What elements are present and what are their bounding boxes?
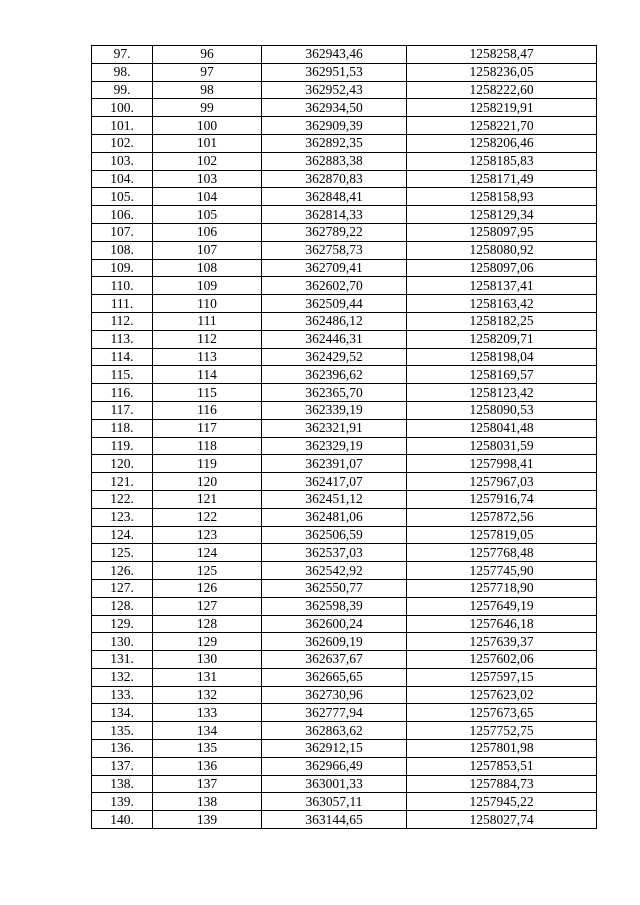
- x-coordinate-cell: 362365,70: [262, 384, 407, 402]
- table-row: [92, 508, 597, 526]
- table-row: [92, 437, 597, 455]
- row-number-cell: 108.: [92, 241, 153, 259]
- y-coordinate-cell: 1257967,03: [407, 473, 597, 491]
- point-number-cell: 131: [153, 668, 262, 686]
- y-coordinate-cell: 1258158,93: [407, 188, 597, 206]
- table-row: [92, 811, 597, 829]
- row-number-cell: 122.: [92, 490, 153, 508]
- point-number-cell: 130: [153, 651, 262, 669]
- row-number-cell: 109.: [92, 259, 153, 277]
- point-number-cell: 97: [153, 63, 262, 81]
- table-row: [92, 152, 597, 170]
- table-row: [92, 277, 597, 295]
- y-coordinate-cell: 1257673,65: [407, 704, 597, 722]
- table-row: [92, 188, 597, 206]
- x-coordinate-cell: 362848,41: [262, 188, 407, 206]
- table-row: [92, 330, 597, 348]
- row-number-cell: 113.: [92, 330, 153, 348]
- point-number-cell: 101: [153, 134, 262, 152]
- row-number-cell: 120.: [92, 455, 153, 473]
- point-number-cell: 132: [153, 686, 262, 704]
- row-number-cell: 102.: [92, 134, 153, 152]
- row-number-cell: 106.: [92, 206, 153, 224]
- point-number-cell: 138: [153, 793, 262, 811]
- x-coordinate-cell: 362321,91: [262, 419, 407, 437]
- point-number-cell: 115: [153, 384, 262, 402]
- row-number-cell: 132.: [92, 668, 153, 686]
- point-number-cell: 110: [153, 295, 262, 313]
- row-number-cell: 107.: [92, 223, 153, 241]
- row-number-cell: 99.: [92, 81, 153, 99]
- row-number-cell: 116.: [92, 384, 153, 402]
- point-number-cell: 136: [153, 757, 262, 775]
- x-coordinate-cell: 362966,49: [262, 757, 407, 775]
- table-row: [92, 134, 597, 152]
- row-number-cell: 101.: [92, 117, 153, 135]
- point-number-cell: 106: [153, 223, 262, 241]
- x-coordinate-cell: 363001,33: [262, 775, 407, 793]
- x-coordinate-cell: 362417,07: [262, 473, 407, 491]
- point-number-cell: 100: [153, 117, 262, 135]
- table-row: [92, 241, 597, 259]
- table-row: [92, 366, 597, 384]
- row-number-cell: 98.: [92, 63, 153, 81]
- point-number-cell: 104: [153, 188, 262, 206]
- x-coordinate-cell: 362952,43: [262, 81, 407, 99]
- y-coordinate-cell: 1258097,95: [407, 223, 597, 241]
- table-row: [92, 401, 597, 419]
- y-coordinate-cell: 1257718,90: [407, 579, 597, 597]
- x-coordinate-cell: 362391,07: [262, 455, 407, 473]
- row-number-cell: 125.: [92, 544, 153, 562]
- x-coordinate-cell: 362329,19: [262, 437, 407, 455]
- table-row: [92, 348, 597, 366]
- table-row: [92, 526, 597, 544]
- table-row: [92, 206, 597, 224]
- row-number-cell: 138.: [92, 775, 153, 793]
- row-number-cell: 97.: [92, 46, 153, 64]
- table-row: [92, 259, 597, 277]
- row-number-cell: 131.: [92, 651, 153, 669]
- y-coordinate-cell: 1258041,48: [407, 419, 597, 437]
- table-row: [92, 81, 597, 99]
- point-number-cell: 129: [153, 633, 262, 651]
- table-row: [92, 295, 597, 313]
- table-row: [92, 793, 597, 811]
- table-row: [92, 651, 597, 669]
- point-number-cell: 133: [153, 704, 262, 722]
- row-number-cell: 135.: [92, 722, 153, 740]
- point-number-cell: 122: [153, 508, 262, 526]
- x-coordinate-cell: 362730,96: [262, 686, 407, 704]
- y-coordinate-cell: 1258171,49: [407, 170, 597, 188]
- row-number-cell: 114.: [92, 348, 153, 366]
- y-coordinate-cell: 1258080,92: [407, 241, 597, 259]
- table-row: [92, 99, 597, 117]
- y-coordinate-cell: 1258129,34: [407, 206, 597, 224]
- table-row: [92, 633, 597, 651]
- point-number-cell: 105: [153, 206, 262, 224]
- x-coordinate-cell: 362602,70: [262, 277, 407, 295]
- table-row: [92, 473, 597, 491]
- point-number-cell: 126: [153, 579, 262, 597]
- x-coordinate-cell: 362637,67: [262, 651, 407, 669]
- x-coordinate-cell: 362481,06: [262, 508, 407, 526]
- point-number-cell: 134: [153, 722, 262, 740]
- point-number-cell: 124: [153, 544, 262, 562]
- y-coordinate-cell: 1258209,71: [407, 330, 597, 348]
- table-row: [92, 722, 597, 740]
- y-coordinate-cell: 1258198,04: [407, 348, 597, 366]
- table-row: [92, 419, 597, 437]
- x-coordinate-cell: 362665,65: [262, 668, 407, 686]
- y-coordinate-cell: 1257745,90: [407, 562, 597, 580]
- y-coordinate-cell: 1258169,57: [407, 366, 597, 384]
- row-number-cell: 136.: [92, 740, 153, 758]
- point-number-cell: 121: [153, 490, 262, 508]
- row-number-cell: 140.: [92, 811, 153, 829]
- x-coordinate-cell: 362509,44: [262, 295, 407, 313]
- y-coordinate-cell: 1258137,41: [407, 277, 597, 295]
- y-coordinate-cell: 1258031,59: [407, 437, 597, 455]
- x-coordinate-cell: 362339,19: [262, 401, 407, 419]
- point-number-cell: 109: [153, 277, 262, 295]
- point-number-cell: 128: [153, 615, 262, 633]
- y-coordinate-cell: 1258206,46: [407, 134, 597, 152]
- row-number-cell: 103.: [92, 152, 153, 170]
- x-coordinate-cell: 362909,39: [262, 117, 407, 135]
- row-number-cell: 126.: [92, 562, 153, 580]
- y-coordinate-cell: 1258258,47: [407, 46, 597, 64]
- row-number-cell: 115.: [92, 366, 153, 384]
- row-number-cell: 137.: [92, 757, 153, 775]
- point-number-cell: 139: [153, 811, 262, 829]
- x-coordinate-cell: 363144,65: [262, 811, 407, 829]
- point-number-cell: 116: [153, 401, 262, 419]
- y-coordinate-cell: 1257597,15: [407, 668, 597, 686]
- row-number-cell: 112.: [92, 312, 153, 330]
- x-coordinate-cell: 362451,12: [262, 490, 407, 508]
- table-row: [92, 775, 597, 793]
- table-row: [92, 46, 597, 64]
- table-row: [92, 597, 597, 615]
- x-coordinate-cell: 362506,59: [262, 526, 407, 544]
- table-row: [92, 455, 597, 473]
- table-row: [92, 704, 597, 722]
- y-coordinate-cell: 1257853,51: [407, 757, 597, 775]
- x-coordinate-cell: 362758,73: [262, 241, 407, 259]
- coordinates-table: [91, 45, 597, 829]
- table-row: [92, 740, 597, 758]
- table-row: [92, 223, 597, 241]
- y-coordinate-cell: 1257646,18: [407, 615, 597, 633]
- point-number-cell: 103: [153, 170, 262, 188]
- x-coordinate-cell: 362537,03: [262, 544, 407, 562]
- x-coordinate-cell: 362912,15: [262, 740, 407, 758]
- y-coordinate-cell: 1258236,05: [407, 63, 597, 81]
- y-coordinate-cell: 1258090,53: [407, 401, 597, 419]
- x-coordinate-cell: 362892,35: [262, 134, 407, 152]
- x-coordinate-cell: 362951,53: [262, 63, 407, 81]
- point-number-cell: 107: [153, 241, 262, 259]
- point-number-cell: 120: [153, 473, 262, 491]
- y-coordinate-cell: 1257752,75: [407, 722, 597, 740]
- point-number-cell: 102: [153, 152, 262, 170]
- point-number-cell: 96: [153, 46, 262, 64]
- row-number-cell: 130.: [92, 633, 153, 651]
- y-coordinate-cell: 1258185,83: [407, 152, 597, 170]
- y-coordinate-cell: 1257916,74: [407, 490, 597, 508]
- row-number-cell: 110.: [92, 277, 153, 295]
- x-coordinate-cell: 362709,41: [262, 259, 407, 277]
- point-number-cell: 111: [153, 312, 262, 330]
- row-number-cell: 111.: [92, 295, 153, 313]
- table-row: [92, 170, 597, 188]
- x-coordinate-cell: 362870,83: [262, 170, 407, 188]
- point-number-cell: 137: [153, 775, 262, 793]
- point-number-cell: 108: [153, 259, 262, 277]
- x-coordinate-cell: 362883,38: [262, 152, 407, 170]
- y-coordinate-cell: 1257884,73: [407, 775, 597, 793]
- x-coordinate-cell: 362863,62: [262, 722, 407, 740]
- table-row: [92, 384, 597, 402]
- x-coordinate-cell: 362600,24: [262, 615, 407, 633]
- x-coordinate-cell: 362446,31: [262, 330, 407, 348]
- point-number-cell: 98: [153, 81, 262, 99]
- row-number-cell: 124.: [92, 526, 153, 544]
- point-number-cell: 119: [153, 455, 262, 473]
- table-row: [92, 490, 597, 508]
- y-coordinate-cell: 1258097,06: [407, 259, 597, 277]
- row-number-cell: 104.: [92, 170, 153, 188]
- point-number-cell: 114: [153, 366, 262, 384]
- row-number-cell: 123.: [92, 508, 153, 526]
- row-number-cell: 129.: [92, 615, 153, 633]
- y-coordinate-cell: 1258123,42: [407, 384, 597, 402]
- point-number-cell: 118: [153, 437, 262, 455]
- x-coordinate-cell: 362609,19: [262, 633, 407, 651]
- point-number-cell: 127: [153, 597, 262, 615]
- x-coordinate-cell: 362429,52: [262, 348, 407, 366]
- x-coordinate-cell: 362814,33: [262, 206, 407, 224]
- row-number-cell: 127.: [92, 579, 153, 597]
- table-row: [92, 686, 597, 704]
- row-number-cell: 100.: [92, 99, 153, 117]
- x-coordinate-cell: 362396,62: [262, 366, 407, 384]
- y-coordinate-cell: 1258027,74: [407, 811, 597, 829]
- coordinates-table-body: [92, 46, 597, 829]
- point-number-cell: 113: [153, 348, 262, 366]
- y-coordinate-cell: 1258219,91: [407, 99, 597, 117]
- row-number-cell: 117.: [92, 401, 153, 419]
- x-coordinate-cell: 362777,94: [262, 704, 407, 722]
- table-row: [92, 562, 597, 580]
- table-row: [92, 117, 597, 135]
- y-coordinate-cell: 1257998,41: [407, 455, 597, 473]
- table-row: [92, 312, 597, 330]
- y-coordinate-cell: 1258221,70: [407, 117, 597, 135]
- row-number-cell: 134.: [92, 704, 153, 722]
- table-row: [92, 615, 597, 633]
- y-coordinate-cell: 1257872,56: [407, 508, 597, 526]
- y-coordinate-cell: 1257602,06: [407, 651, 597, 669]
- point-number-cell: 125: [153, 562, 262, 580]
- y-coordinate-cell: 1257801,98: [407, 740, 597, 758]
- y-coordinate-cell: 1257623,02: [407, 686, 597, 704]
- x-coordinate-cell: 362542,92: [262, 562, 407, 580]
- row-number-cell: 128.: [92, 597, 153, 615]
- point-number-cell: 123: [153, 526, 262, 544]
- table-row: [92, 544, 597, 562]
- x-coordinate-cell: 362789,22: [262, 223, 407, 241]
- point-number-cell: 135: [153, 740, 262, 758]
- x-coordinate-cell: 362598,39: [262, 597, 407, 615]
- row-number-cell: 119.: [92, 437, 153, 455]
- row-number-cell: 118.: [92, 419, 153, 437]
- row-number-cell: 133.: [92, 686, 153, 704]
- y-coordinate-cell: 1257649,19: [407, 597, 597, 615]
- y-coordinate-cell: 1257819,05: [407, 526, 597, 544]
- point-number-cell: 112: [153, 330, 262, 348]
- y-coordinate-cell: 1257639,37: [407, 633, 597, 651]
- x-coordinate-cell: 362943,46: [262, 46, 407, 64]
- point-number-cell: 117: [153, 419, 262, 437]
- x-coordinate-cell: 363057,11: [262, 793, 407, 811]
- row-number-cell: 139.: [92, 793, 153, 811]
- table-row: [92, 757, 597, 775]
- y-coordinate-cell: 1258182,25: [407, 312, 597, 330]
- y-coordinate-cell: 1258222,60: [407, 81, 597, 99]
- table-row: [92, 579, 597, 597]
- table-row: [92, 63, 597, 81]
- x-coordinate-cell: 362486,12: [262, 312, 407, 330]
- row-number-cell: 121.: [92, 473, 153, 491]
- y-coordinate-cell: 1257768,48: [407, 544, 597, 562]
- table-row: [92, 668, 597, 686]
- y-coordinate-cell: 1258163,42: [407, 295, 597, 313]
- y-coordinate-cell: 1257945,22: [407, 793, 597, 811]
- x-coordinate-cell: 362934,50: [262, 99, 407, 117]
- row-number-cell: 105.: [92, 188, 153, 206]
- x-coordinate-cell: 362550,77: [262, 579, 407, 597]
- point-number-cell: 99: [153, 99, 262, 117]
